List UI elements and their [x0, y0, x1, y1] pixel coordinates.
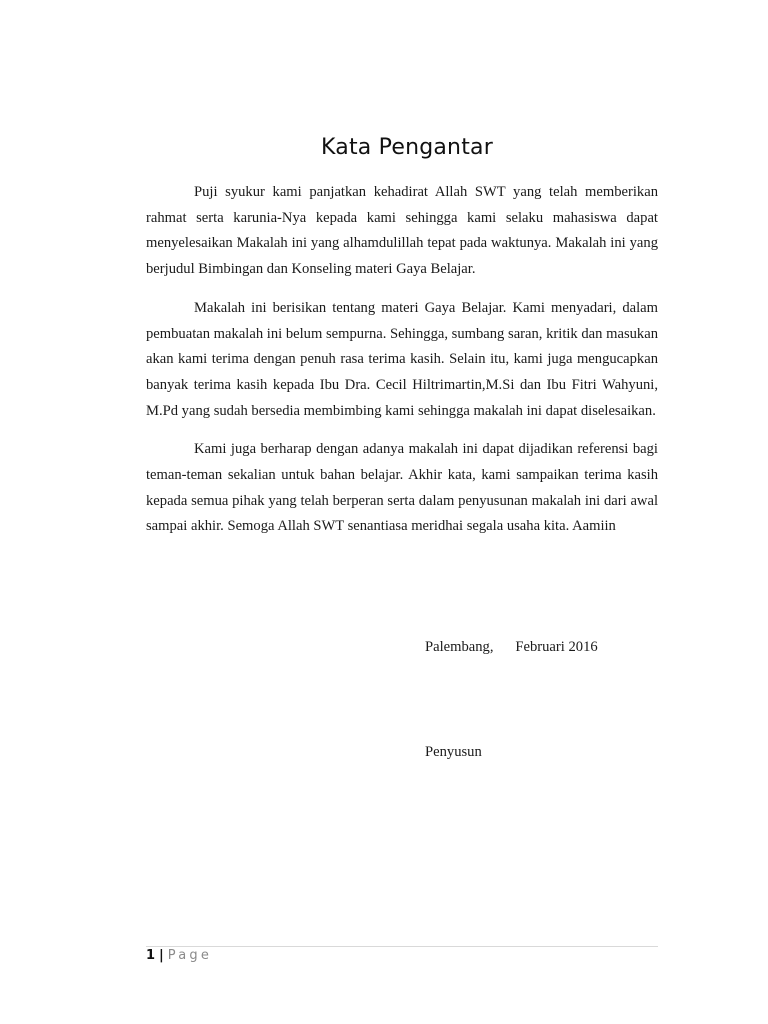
footer-divider [146, 946, 658, 947]
document-body [146, 180, 658, 553]
page-footer [146, 947, 212, 965]
paragraph: Makalah ini berisikan tentang materi Gaya Belajar. Kami menyadari, dalam pembuatan makalah ini belum sempurna. Sehingga, sumbang saran, kritik dan masukan akan kami terima dengan penuh rasa terima kasih. Selain itu, kami juga mengucapkan banyak terima kasih kepada Ibu Dra. Cecil Hiltrimartin,M.Si dan Ibu Fitri Wahyuni, M.Pd yang sudah bersedia membimbing kami sehingga makalah ini dapat diselesaikan. [146, 299, 658, 419]
paragraph: Puji syukur kami panjatkan kehadirat Allah SWT yang telah memberikan rahmat serta karunia-Nya kepada kami sehingga kami selaku mahasiswa dapat menyelesaikan Makalah ini yang alhamdulillah tepat pada waktunya. Makalah ini yang berjudul Bimbingan dan Konseling materi Gaya Belajar. [146, 184, 658, 278]
page-number: 1 [146, 948, 156, 963]
page-label: Page [167, 948, 213, 963]
document-title: Kata Pengantar [321, 135, 493, 160]
footer-separator: | [159, 948, 164, 963]
author-signature: Penyusun [425, 744, 482, 760]
paragraph: Kami juga berharap dengan adanya makalah ini dapat dijadikan referensi bagi teman-teman sekalian untuk bahan belajar. Akhir kata, kami sampaikan terima kasih kepada semua pihak yang telah berperan serta dalam penyusunan makalah ini dari awal sampai akhir. Semoga Allah SWT senantiasa meridhai segala usaha kita. Aamiin [146, 441, 658, 535]
place-date: Palembang, Februari 2016 [425, 639, 598, 655]
